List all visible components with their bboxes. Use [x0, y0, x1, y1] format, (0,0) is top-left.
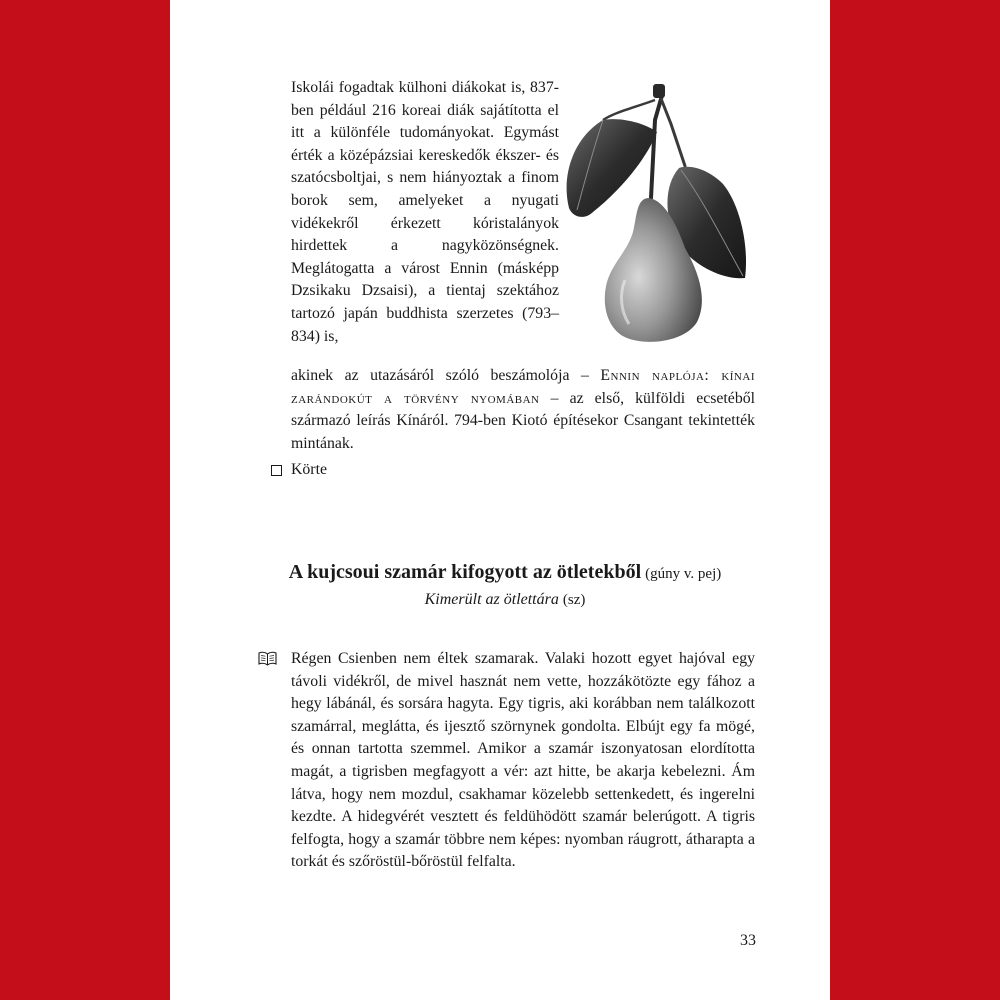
- figure-caption: [271, 459, 327, 481]
- book-title: Ennin naplója: kínai zarándokút a törvény nyomában: [291, 367, 755, 407]
- paragraph-wrapped-text: Iskolái fogadtak külhoni diákokat is, 837-ben például 216 koreai diák sajátította el itt a különféle tudományokat. Egymást érték a középázsiai kereskedők ékszer- és szatócsboltjai, s nem hiányoztak a finom borok sem, amelyeket a nyugati vidékekről érkezett kóristalányok hirdettek a nagyközönségnek. Meglátogatta a várost Ennin (másképp Dzsikaku Dzsaisi), a tientaj szektához tartozó japán buddhista szerzetes (793–834) is,: [291, 79, 559, 345]
- proverb-title-note: (gúny v. pej): [645, 566, 722, 582]
- book-page: [170, 0, 830, 1000]
- proverb-title-line: [260, 559, 750, 587]
- continuation-text: akinek az utazásáról szóló beszámolója –: [291, 367, 601, 384]
- page-number: 33: [740, 932, 756, 949]
- paragraph-continuation: [291, 365, 755, 455]
- open-book-icon: [258, 651, 277, 666]
- story-text: Régen Csienben nem éltek szamarak. Valaki hozott egyet hajóval egy távoli vidékről, de mivel hasznát nem vette, hozzákötözte egy fához a hegy lábánál, és sorsára hagyta. Egy tigris, aki korábban nem találkozott szamárral, meglátta, és ijesztő szörnynek gondolta. Elbújt egy fa mögé, és onnan tartotta szemmel. Amikor a szamár iszonyatosan elordította magát, a tigrisben megfagyott a vér: azt hitte, be akarja kebelezni. Ám látva, hogy nem mozdul, csakhamar közelebb settenkedett, és ingerelni kezdte. A hidegvérét vesztett és feldühödött szamár belerúgott. A tigris felfogta, hogy a szamár többre nem képes: nyomban ráugrott, átharapta a torkát és szőröstül-bőröstül felfalta.: [291, 650, 755, 871]
- pear-illustration: [563, 80, 748, 345]
- proverb-meaning: Kimerült az ötlettára: [424, 591, 559, 608]
- caption-text: Körte: [291, 461, 327, 478]
- square-bullet-icon: [271, 465, 282, 476]
- proverb-heading: [260, 559, 750, 613]
- proverb-title: A kujcsoui szamár kifogyott az ötletekből: [288, 561, 642, 583]
- continuation-text-end: – az első, külföldi ecsetéből származó leírás Kínáról. 794-ben Kiotó építésekor Csangant tekintették mintának.: [291, 389, 756, 452]
- proverb-meaning-note: (sz): [562, 592, 586, 608]
- proverb-meaning-line: [260, 587, 750, 613]
